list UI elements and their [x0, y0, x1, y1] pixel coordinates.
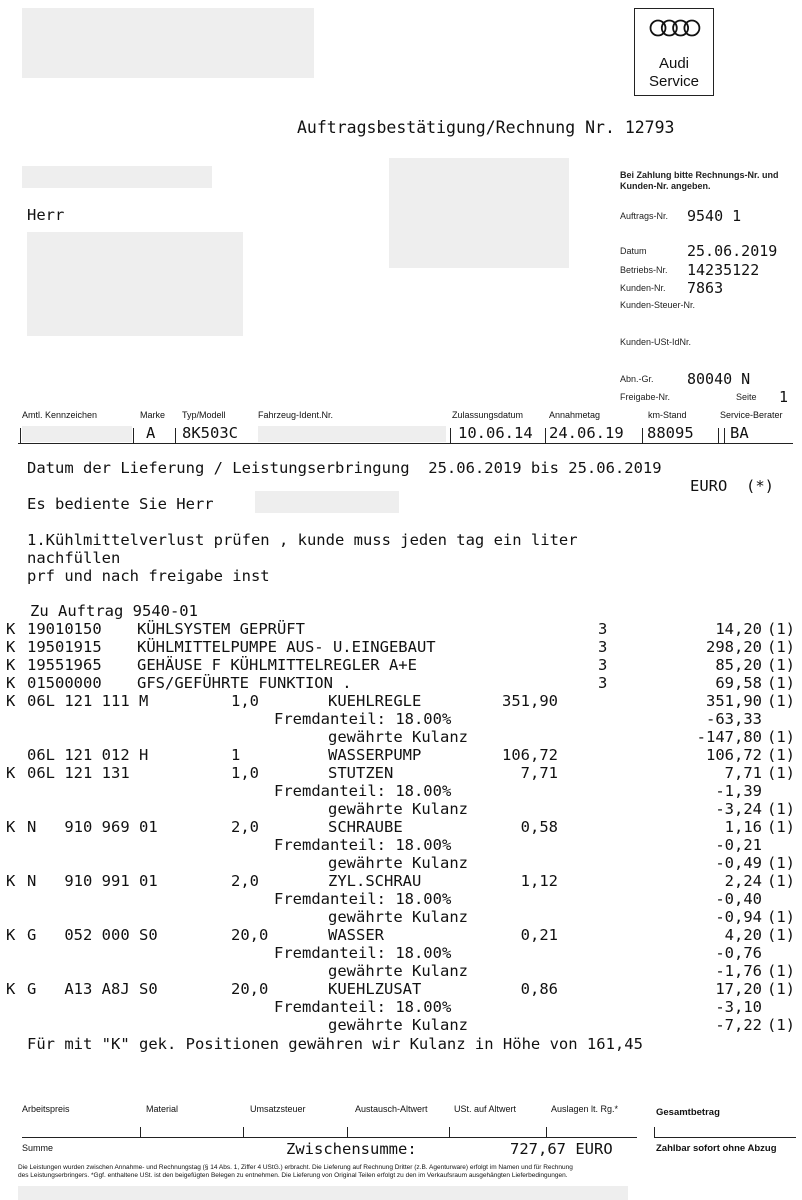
item-amount: 2,24	[724, 872, 762, 890]
separator	[175, 428, 176, 443]
redacted-sender-line	[22, 166, 212, 188]
item-sub: Fremdanteil: 18.00%	[274, 998, 452, 1016]
item-name: gewährte Kulanz	[328, 728, 468, 746]
separator	[724, 428, 725, 443]
item-sub: Fremdanteil: 18.00%	[274, 944, 452, 962]
value-km: 88095	[647, 424, 694, 442]
item-tax: (1)	[767, 674, 795, 692]
item-row	[0, 656, 802, 674]
item-k: K	[6, 818, 16, 836]
item-row	[0, 638, 802, 656]
item-unit: 1,12	[520, 872, 558, 890]
item-desc: KÜHLSYSTEM GEPRÜFT	[137, 620, 305, 638]
item-amount: 4,20	[724, 926, 762, 944]
item-amount: -147,80	[696, 728, 762, 746]
item-name: STUTZEN	[328, 764, 394, 782]
item-desc: KÜHLMITTELPUMPE AUS- U.EINGEBAUT	[137, 638, 436, 656]
item-name: KUEHLREGLE	[328, 692, 422, 710]
item-unit: 0,86	[520, 980, 558, 998]
item-unit: 351,90	[502, 692, 558, 710]
footer-gesamt: Gesamtbetrag	[656, 1107, 720, 1118]
item-tax: (1)	[767, 908, 795, 926]
label-kennzeichen: Amtl. Kennzeichen	[22, 410, 98, 420]
item-k: K	[6, 620, 16, 638]
item-sub: Fremdanteil: 18.00%	[274, 836, 452, 854]
betriebs-value: 14235122	[687, 261, 760, 279]
separator	[347, 1127, 348, 1138]
item-name: ZYL.SCHRAU	[328, 872, 422, 890]
footer-arbeitspreis: Arbeitspreis	[22, 1104, 70, 1114]
separator	[545, 428, 546, 443]
separator	[140, 1127, 141, 1138]
item-qty: 20,0	[231, 926, 269, 944]
separator	[20, 428, 21, 443]
item-row	[0, 800, 802, 818]
item-amount: -0,21	[715, 836, 762, 854]
item-code: 06L 121 111 M	[27, 692, 149, 710]
complaint-line-2: nachfüllen	[27, 549, 121, 567]
datum-label: Datum	[620, 246, 647, 256]
redacted-stamp-area	[389, 158, 569, 268]
item-tax: (1)	[767, 980, 795, 998]
auftrags-label: Auftrags-Nr.	[620, 211, 669, 221]
item-row	[0, 710, 802, 728]
footer-auslagen: Auslagen lt. Rg.*	[551, 1104, 619, 1114]
item-row	[0, 674, 802, 692]
label-typ: Typ/Modell	[182, 410, 226, 420]
item-ziff: 3	[598, 620, 608, 638]
betriebs-label: Betriebs-Nr.	[620, 265, 668, 275]
complaint-line-3: prf und nach freigabe inst	[27, 567, 270, 585]
redacted-customer-address	[27, 232, 243, 336]
item-amount: -1,39	[715, 782, 762, 800]
item-qty: 2,0	[231, 818, 259, 836]
document-title: Auftragsbestätigung/Rechnung Nr. 12793	[297, 118, 675, 137]
logo-brand-text: Audi	[658, 55, 690, 72]
item-k: K	[6, 872, 16, 890]
delivery-line: Datum der Lieferung / Leistungserbringung 25.06.2019 bis 25.06.2019	[27, 459, 662, 477]
redacted-vin	[258, 426, 446, 442]
item-tax: (1)	[767, 926, 795, 944]
item-amount: -3,24	[715, 800, 762, 818]
value-marke: A	[146, 424, 156, 442]
item-row	[0, 962, 802, 980]
item-amount: -7,22	[715, 1016, 762, 1034]
label-zulassung: Zulassungsdatum	[452, 410, 524, 420]
item-desc: GEHÄUSE F KÜHLMITTELREGLER A+E	[137, 656, 417, 674]
item-sub: Fremdanteil: 18.00%	[274, 890, 452, 908]
kulanz-note: Für mit "K" gek. Positionen gewähren wir Kulanz in Höhe von 161,45	[27, 1035, 643, 1053]
item-qty: 1,0	[231, 764, 259, 782]
item-row	[0, 836, 802, 854]
abn-label: Abn.-Gr.	[620, 374, 654, 384]
item-tax: (1)	[767, 692, 795, 710]
separator	[718, 428, 719, 443]
label-km: km-Stand	[648, 410, 687, 420]
auftrags-value: 9540 1	[687, 207, 742, 225]
item-amount: 7,71	[724, 764, 762, 782]
complaint-line-1: 1.Kühlmittelverlust prüfen , kunde muss jeden tag ein liter	[27, 531, 578, 549]
footer-umsatzsteuer: Umsatzsteuer	[250, 1104, 306, 1114]
item-name: KUEHLZUSAT	[328, 980, 422, 998]
label-berater: Service-Berater	[720, 410, 783, 420]
redacted-footer-bar	[18, 1186, 628, 1200]
item-k: K	[6, 764, 16, 782]
footer-ust-altwert: USt. auf Altwert	[454, 1104, 517, 1114]
item-tax: (1)	[767, 962, 795, 980]
kunden-label: Kunden-Nr.	[620, 283, 666, 293]
item-amount: 14,20	[715, 620, 762, 638]
item-name: gewährte Kulanz	[328, 962, 468, 980]
legal-footnote-line-1: Die Leistungen wurden zwischen Annahme- und Rechnungstag (§ 14 Abs. 1, Ziffer 4 UStG.) erbracht. Die Lieferung auf Rechnung Dritter (z.B. Agenturware) erfolgt im Namen und für Rechnung	[18, 1164, 573, 1171]
kunden-value: 7863	[687, 279, 724, 297]
value-annahme: 24.06.19	[549, 424, 624, 442]
item-code: 01500000	[27, 674, 102, 692]
redacted-license-plate	[22, 426, 132, 442]
item-code: N 910 991 01	[27, 872, 158, 890]
item-amount: -0,94	[715, 908, 762, 926]
item-qty: 1	[231, 746, 241, 764]
item-qty: 20,0	[231, 980, 269, 998]
item-amount: 85,20	[715, 656, 762, 674]
item-amount: -3,10	[715, 998, 762, 1016]
separator	[450, 428, 451, 443]
item-row	[0, 890, 802, 908]
item-tax: (1)	[767, 728, 795, 746]
item-amount: -1,76	[715, 962, 762, 980]
item-unit: 0,58	[520, 818, 558, 836]
redacted-dealer-address	[22, 8, 314, 78]
item-tax: (1)	[767, 1016, 795, 1034]
item-amount: -0,49	[715, 854, 762, 872]
item-tax: (1)	[767, 620, 795, 638]
item-code: 19551965	[27, 656, 102, 674]
ust-label: Kunden-USt-IdNr.	[620, 337, 692, 347]
item-amount: 351,90	[706, 692, 762, 710]
separator	[449, 1127, 450, 1138]
item-name: WASSERPUMP	[328, 746, 422, 764]
item-tax: (1)	[767, 872, 795, 890]
item-row	[0, 818, 802, 836]
label-fin: Fahrzeug-Ident.Nr.	[258, 410, 334, 420]
item-row	[0, 620, 802, 638]
item-row	[0, 908, 802, 926]
item-row	[0, 944, 802, 962]
item-amount: 106,72	[706, 746, 762, 764]
zwischensumme-value: 727,67 EURO	[510, 1140, 613, 1158]
item-code: G A13 A8J S0	[27, 980, 158, 998]
redacted-advisor-name	[255, 491, 399, 513]
item-tax: (1)	[767, 656, 795, 674]
separator	[133, 428, 134, 443]
item-tax: (1)	[767, 854, 795, 872]
item-amount: -0,76	[715, 944, 762, 962]
currency-line: EURO (*)	[690, 477, 774, 495]
logo-service-text: Service	[648, 73, 700, 90]
item-row	[0, 746, 802, 764]
item-row	[0, 782, 802, 800]
abn-value: 80040 N	[687, 370, 751, 388]
item-ziff: 3	[598, 638, 608, 656]
item-row	[0, 728, 802, 746]
footer-summe: Summe	[22, 1143, 54, 1153]
item-amount: 298,20	[706, 638, 762, 656]
payment-note: Bei Zahlung bitte Rechnungs-Nr. und Kunden-Nr. angeben.	[620, 170, 779, 191]
item-row	[0, 998, 802, 1016]
item-name: gewährte Kulanz	[328, 908, 468, 926]
item-name: gewährte Kulanz	[328, 800, 468, 818]
order-reference: Zu Auftrag 9540-01	[30, 602, 198, 620]
datum-value: 25.06.2019	[687, 242, 778, 260]
item-k: K	[6, 926, 16, 944]
item-ziff: 3	[598, 674, 608, 692]
customer-salutation: Herr	[27, 206, 65, 224]
steuer-label: Kunden-Steuer-Nr.	[620, 300, 696, 310]
seite-value: 1	[779, 388, 789, 406]
item-code: 06L 121 131	[27, 764, 130, 782]
legal-footnote-line-2: des Leistungserbringers. *Ggf. enthaltene USt. ist den beigefügten Belegen zu entnehmen. Die Lieferung von Original Teilen erfolgt zu den im Verkaufsraum ausgehängten Lieferbedingungen.	[18, 1172, 568, 1179]
item-amount: -0,40	[715, 890, 762, 908]
item-row	[0, 872, 802, 890]
item-code: 06L 121 012 H	[27, 746, 149, 764]
value-berater: BA	[730, 424, 749, 442]
audi-rings-icon	[649, 19, 701, 37]
item-tax: (1)	[767, 818, 795, 836]
item-ziff: 3	[598, 656, 608, 674]
item-row	[0, 764, 802, 782]
item-unit: 106,72	[502, 746, 558, 764]
item-tax: (1)	[767, 746, 795, 764]
item-code: 19501915	[27, 638, 102, 656]
label-annahme: Annahmetag	[549, 410, 601, 420]
legal-footnote	[18, 1164, 788, 1180]
item-k: K	[6, 674, 16, 692]
item-row	[0, 692, 802, 710]
item-k: K	[6, 692, 16, 710]
separator	[243, 1127, 244, 1138]
item-tax: (1)	[767, 638, 795, 656]
freigabe-label: Freigabe-Nr.	[620, 392, 671, 402]
vehicle-baseline	[18, 443, 793, 444]
item-name: WASSER	[328, 926, 384, 944]
item-name: gewährte Kulanz	[328, 854, 468, 872]
value-zulassung: 10.06.14	[458, 424, 533, 442]
item-tax: (1)	[767, 764, 795, 782]
zahlbar-note: Zahlbar sofort ohne Abzug	[656, 1143, 777, 1154]
separator	[654, 1127, 655, 1138]
footer-austausch: Austausch-Altwert	[355, 1104, 428, 1114]
item-amount: 69,58	[715, 674, 762, 692]
separator	[546, 1127, 547, 1138]
item-k: K	[6, 980, 16, 998]
item-tax: (1)	[767, 800, 795, 818]
seite-label: Seite	[736, 392, 757, 402]
item-k: K	[6, 656, 16, 674]
item-desc: GFS/GEFÜHRTE FUNKTION .	[137, 674, 352, 692]
item-row	[0, 980, 802, 998]
served-by: Es bediente Sie Herr	[27, 495, 214, 513]
item-name: gewährte Kulanz	[328, 1016, 468, 1034]
item-sub: Fremdanteil: 18.00%	[274, 782, 452, 800]
item-unit: 7,71	[520, 764, 558, 782]
item-row	[0, 926, 802, 944]
separator	[642, 428, 643, 443]
item-code: N 910 969 01	[27, 818, 158, 836]
footer-line-total	[654, 1137, 796, 1138]
label-marke: Marke	[140, 410, 166, 420]
footer-line	[22, 1137, 637, 1138]
item-qty: 1,0	[231, 692, 259, 710]
audi-service-logo	[634, 8, 714, 96]
item-unit: 0,21	[520, 926, 558, 944]
item-code: 19010150	[27, 620, 102, 638]
item-name: SCHRAUBE	[328, 818, 403, 836]
item-amount: 1,16	[724, 818, 762, 836]
item-sub: Fremdanteil: 18.00%	[274, 710, 452, 728]
item-row	[0, 1016, 802, 1034]
zwischensumme-label: Zwischensumme:	[286, 1140, 417, 1158]
item-code: G 052 000 S0	[27, 926, 158, 944]
item-qty: 2,0	[231, 872, 259, 890]
value-typ: 8K503C	[182, 424, 238, 442]
item-row	[0, 854, 802, 872]
footer-material: Material	[146, 1104, 179, 1114]
item-amount: -63,33	[706, 710, 762, 728]
item-amount: 17,20	[715, 980, 762, 998]
item-k: K	[6, 638, 16, 656]
